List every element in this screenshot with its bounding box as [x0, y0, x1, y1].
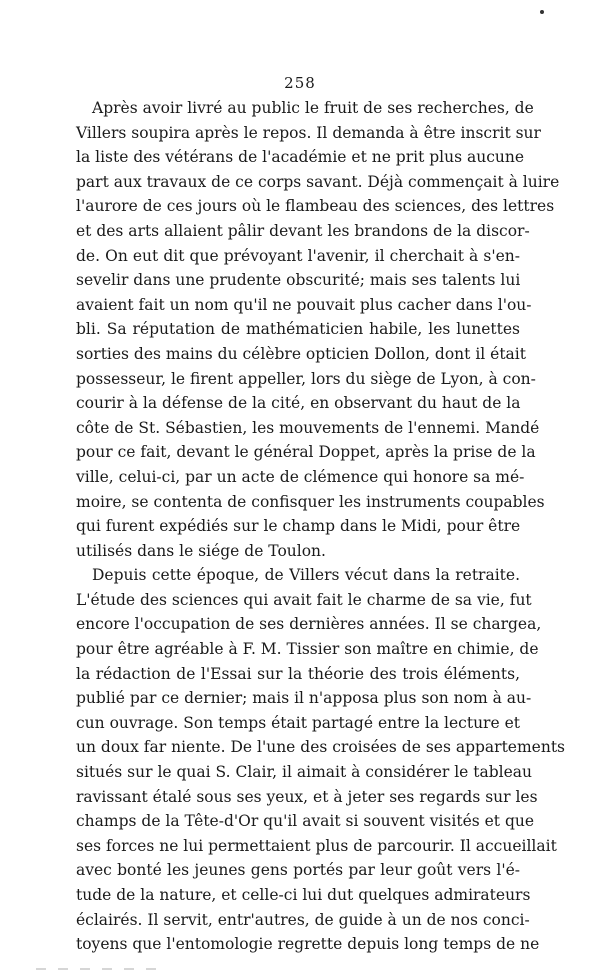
scan-smudge — [36, 968, 156, 970]
text-line: encore l'occupation de ses dernières années. Il se chargea, — [76, 615, 542, 634]
corner-speck — [540, 10, 544, 14]
text-line: L'étude des sciences qui avait fait le charme de sa vie, fut — [76, 590, 532, 609]
text-line: sevelir dans une prudente obscurité; mais ses talents lui — [76, 271, 521, 290]
text-line: pour être agréable à F. M. Tissier son maître en chimie, de — [76, 640, 539, 659]
text-line: toyens que l'entomologie regrette depuis long temps de ne — [76, 935, 540, 954]
text-line: cun ouvrage. Son temps était partagé entre la lecture et — [76, 713, 520, 732]
text-line: ville, celui-ci, par un acte de clémence qui honore sa mé- — [76, 467, 525, 486]
text-line: et des arts allaient pâlir devant les brandons de la discor- — [76, 221, 530, 240]
text-line: de. On eut dit que prévoyant l'avenir, il cherchait à s'en- — [76, 246, 520, 265]
text-line: qui furent expédiés sur le champ dans le Midi, pour être — [76, 517, 521, 536]
text-line: champs de la Tête-d'Or qu'il avait si souvent visités et que — [76, 812, 535, 831]
text-line: éclairés. Il servit, entr'autres, de guide à un de nos conci- — [76, 910, 530, 929]
body-text — [76, 96, 566, 957]
text-line: ses forces ne lui permettaient plus de parcourir. Il accueillait — [76, 836, 557, 855]
text-line: Villers soupira après le repos. Il demanda à être inscrit sur — [76, 123, 541, 142]
text-line: courir à la défense de la cité, en observant du haut de la — [76, 394, 521, 413]
text-line: la liste des vétérans de l'académie et ne prit plus aucune — [76, 148, 525, 167]
text-line: situés sur le quai S. Clair, il aimait à considérer le tableau — [76, 763, 533, 782]
text-line: part aux travaux de ce corps savant. Déjà commençait à luire — [76, 172, 560, 191]
paragraph-2 — [76, 563, 566, 957]
text-line: l'aurore de ces jours où le flambeau des sciences, des lettres — [76, 197, 555, 216]
text-line: un doux far niente. De l'une des croisées de ses appartements — [76, 738, 566, 757]
text-line: avaient fait un nom qu'il ne pouvait plus cacher dans l'ou- — [76, 295, 532, 314]
text-line: pour ce fait, devant le général Doppet, après la prise de la — [76, 443, 536, 462]
page-number: 258 — [284, 74, 316, 92]
paragraph-1 — [76, 96, 560, 563]
text-line: Depuis cette époque, de Villers vécut dans la retraite. — [92, 566, 520, 585]
text-line: publié par ce dernier; mais il n'apposa plus son nom à au- — [76, 689, 532, 708]
text-line: ravissant étalé sous ses yeux, et à jeter ses regards sur les — [76, 787, 538, 806]
text-line: sorties des mains du célèbre opticien Dollon, dont il était — [76, 344, 526, 363]
text-line: la rédaction de l'Essai sur la théorie des trois éléments, — [76, 664, 520, 683]
text-line: possesseur, le firent appeller, lors du siège de Lyon, à con- — [76, 369, 536, 388]
text-line: bli. Sa réputation de mathématicien habile, les lunettes — [76, 320, 520, 339]
text-line: utilisés dans le siége de Toulon. — [76, 541, 326, 560]
text-line: Après avoir livré au public le fruit de ses recherches, de — [92, 99, 534, 117]
text-line: moire, se contenta de confisquer les instruments coupables — [76, 492, 545, 511]
text-line: avec bonté les jeunes gens portés par leur goût vers l'é- — [76, 861, 520, 880]
text-line: côte de St. Sébastien, les mouvements de l'ennemi. Mandé — [76, 418, 540, 437]
text-line: tude de la nature, et celle-ci lui dut quelques admirateurs — [76, 886, 531, 904]
